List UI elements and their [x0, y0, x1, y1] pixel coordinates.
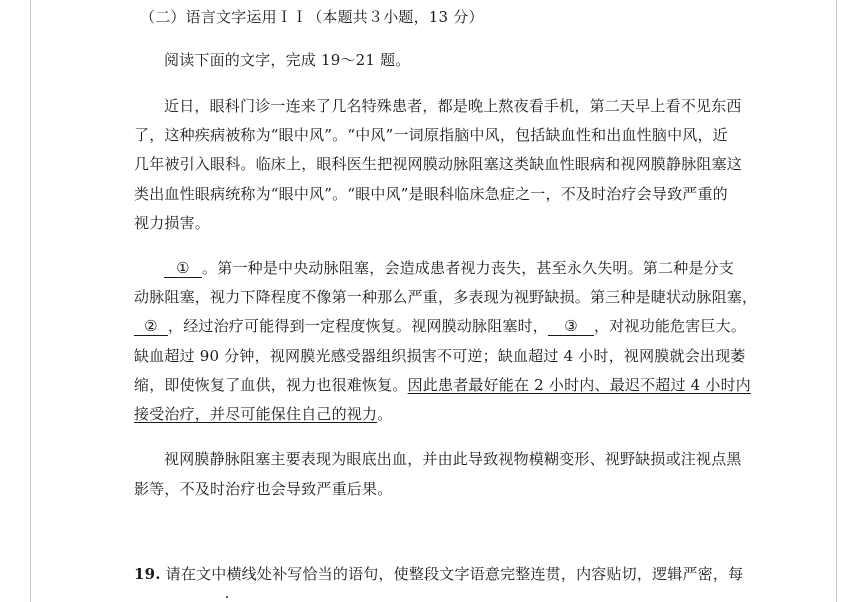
paragraph2-line6-underlined: 接受治疗，并尽可能保住自己的视力 — [134, 405, 378, 423]
paragraph2-line3-end: ，对视功能危害巨大。 — [594, 317, 747, 335]
stray-mark — [226, 596, 228, 598]
paragraph2-line5 — [134, 375, 751, 395]
paragraph2-line6-end: 。 — [377, 405, 393, 423]
paragraph2-line6 — [134, 404, 392, 424]
paragraph2-line5-underlined: 因此患者最好能在 2 小时内、最迟不超过 4 小时内 — [407, 376, 751, 394]
instruction: 阅读下面的文字，完成 19～21 题。 — [164, 51, 411, 69]
paragraph1-line4: 类出血性眼病统称为“眼中风”。“眼中风”是眼科临床急症之一，不及时治疗会导致严重的 — [134, 185, 728, 203]
paragraph1-line5: 视力损害。 — [134, 214, 211, 232]
paragraph2-line1-text: 。第一种是中央动脉阻塞，会造成患者视力丧失，甚至永久失明。第二种是分支 — [202, 259, 735, 277]
page-left-border — [30, 0, 31, 602]
paragraph2-line4: 缺血超过 90 分钟，视网膜光感受器组织损害不可逆；缺血超过 4 小时，视网膜就会出现萎 — [134, 347, 746, 365]
paragraph3-line1: 视网膜静脉阻塞主要表现为眼底出血，并由此导致视物模糊变形、视野缺损或注视点黑 — [164, 450, 742, 468]
paragraph2-line1 — [164, 258, 734, 278]
blank-1: ① — [164, 260, 202, 278]
blank-3: ③ — [548, 318, 594, 336]
paragraph2-line3-mid: ，经过治疗可能得到一定程度恢复。视网膜动脉阻塞时， — [168, 317, 549, 335]
page-right-border — [836, 0, 837, 602]
blank-2: ② — [134, 318, 168, 336]
paragraph1-line2: 了，这种疾病被称为“眼中风”。“中风”一词原指脑中风，包括缺血性和出血性脑中风，近 — [134, 126, 728, 144]
paragraph3-line2: 影等，不及时治疗也会导致严重后果。 — [134, 480, 393, 498]
paragraph2-line3 — [134, 316, 746, 336]
question-19-number: 19. — [134, 565, 161, 583]
question-19 — [134, 564, 743, 584]
paragraph1-line1: 近日，眼科门诊一连来了几名特殊患者，都是晚上熬夜看手机，第二天早上看不见东西 — [164, 97, 742, 115]
question-19-text: 请在文中横线处补写恰当的语句，使整段文字语意完整连贯，内容贴切，逻辑严密，每 — [165, 565, 744, 583]
section-title: （二）语言文字运用ＩＩ（本题共３小题，13 分） — [140, 8, 484, 26]
paragraph2-line2: 动脉阻塞，视力下降程度不像第一种那么严重，多表现为视野缺损。第三种是睫状动脉阻塞， — [134, 288, 758, 306]
paragraph2-line5-plain: 缩，即使恢复了血供，视力也很难恢复。 — [134, 376, 408, 394]
paragraph1-line3: 几年被引入眼科。临床上，眼科医生把视网膜动脉阻塞这类缺血性眼病和视网膜静脉阻塞这 — [134, 155, 743, 173]
